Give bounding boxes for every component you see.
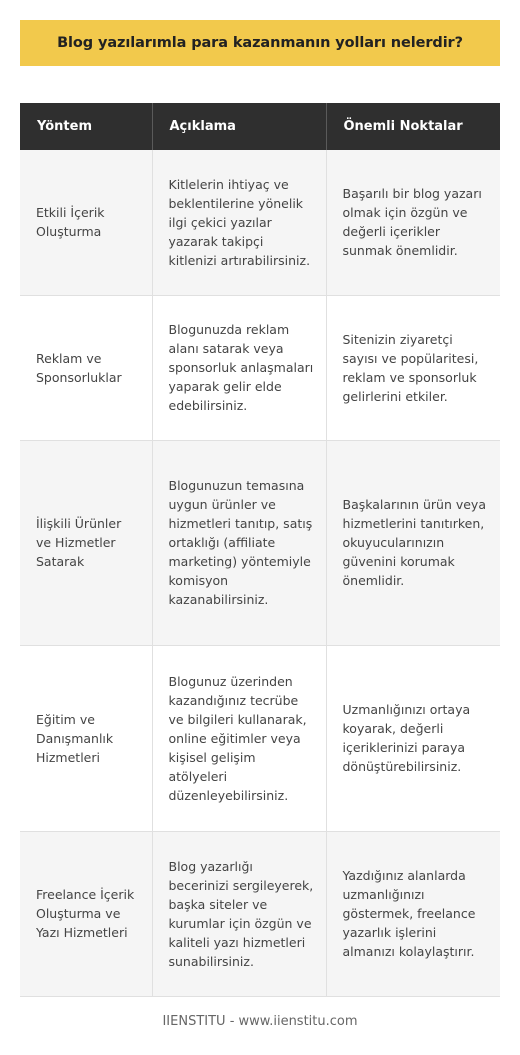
table-row <box>20 150 500 295</box>
description-cell: Blogunuz üzerinden kazandığınız tecrübe ve bilgileri kullanarak, online eğitimler veya kişisel gelişim atölyeleri düzenleyebilirsiniz. <box>152 645 326 831</box>
method-cell: Freelance İçerik Oluşturma ve Yazı Hizmetleri <box>20 831 152 996</box>
key-point-cell: Başarılı bir blog yazarı olmak için özgün ve değerli içerikler sunmak önemlidir. <box>326 150 500 295</box>
key-point-cell: Uzmanlığınızı ortaya koyarak, değerli içeriklerinizi paraya dönüştürebilirsiniz. <box>326 645 500 831</box>
table-row <box>20 295 500 440</box>
table-header-row <box>20 103 500 150</box>
method-cell: İlişkili Ürünler ve Hizmetler Satarak <box>20 440 152 645</box>
methods-table <box>20 103 500 997</box>
description-cell: Kitlelerin ihtiyaç ve beklentilerine yönelik ilgi çekici yazılar yazarak takipçi kitlenizi artırabilirsiniz. <box>152 150 326 295</box>
method-cell: Reklam ve Sponsorluklar <box>20 295 152 440</box>
column-header-key-points: Önemli Noktalar <box>326 103 500 150</box>
key-point-cell: Yazdığınız alanlarda uzmanlığınızı göstermek, freelance yazarlık işlerini almanızı kolaylaştırır. <box>326 831 500 996</box>
description-cell: Blogunuzun temasına uygun ürünler ve hizmetleri tanıtıp, satış ortaklığı (affiliate marketing) yöntemiyle komisyon kazanabilirsiniz. <box>152 440 326 645</box>
method-cell: Etkili İçerik Oluşturma <box>20 150 152 295</box>
column-header-method: Yöntem <box>20 103 152 150</box>
method-cell: Eğitim ve Danışmanlık Hizmetleri <box>20 645 152 831</box>
key-point-cell: Sitenizin ziyaretçi sayısı ve popülaritesi, reklam ve sponsorluk gelirlerini etkiler. <box>326 295 500 440</box>
table-row <box>20 440 500 645</box>
page-title: Blog yazılarımla para kazanmanın yolları nelerdir? <box>57 35 463 51</box>
table-row <box>20 645 500 831</box>
description-cell: Blog yazarlığı becerinizi sergileyerek, başka siteler ve kurumlar için özgün ve kaliteli yazı hizmetleri sunabilirsiniz. <box>152 831 326 996</box>
description-cell: Blogunuzda reklam alanı satarak veya sponsorluk anlaşmaları yaparak gelir elde edebilirsiniz. <box>152 295 326 440</box>
column-header-description: Açıklama <box>152 103 326 150</box>
key-point-cell: Başkalarının ürün veya hizmetlerini tanıtırken, okuyucularınızın güvenini korumak önemlidir. <box>326 440 500 645</box>
footer-credit: IIENSTITU - www.iienstitu.com <box>162 1014 358 1029</box>
table-row <box>20 831 500 996</box>
title-banner <box>20 20 500 66</box>
